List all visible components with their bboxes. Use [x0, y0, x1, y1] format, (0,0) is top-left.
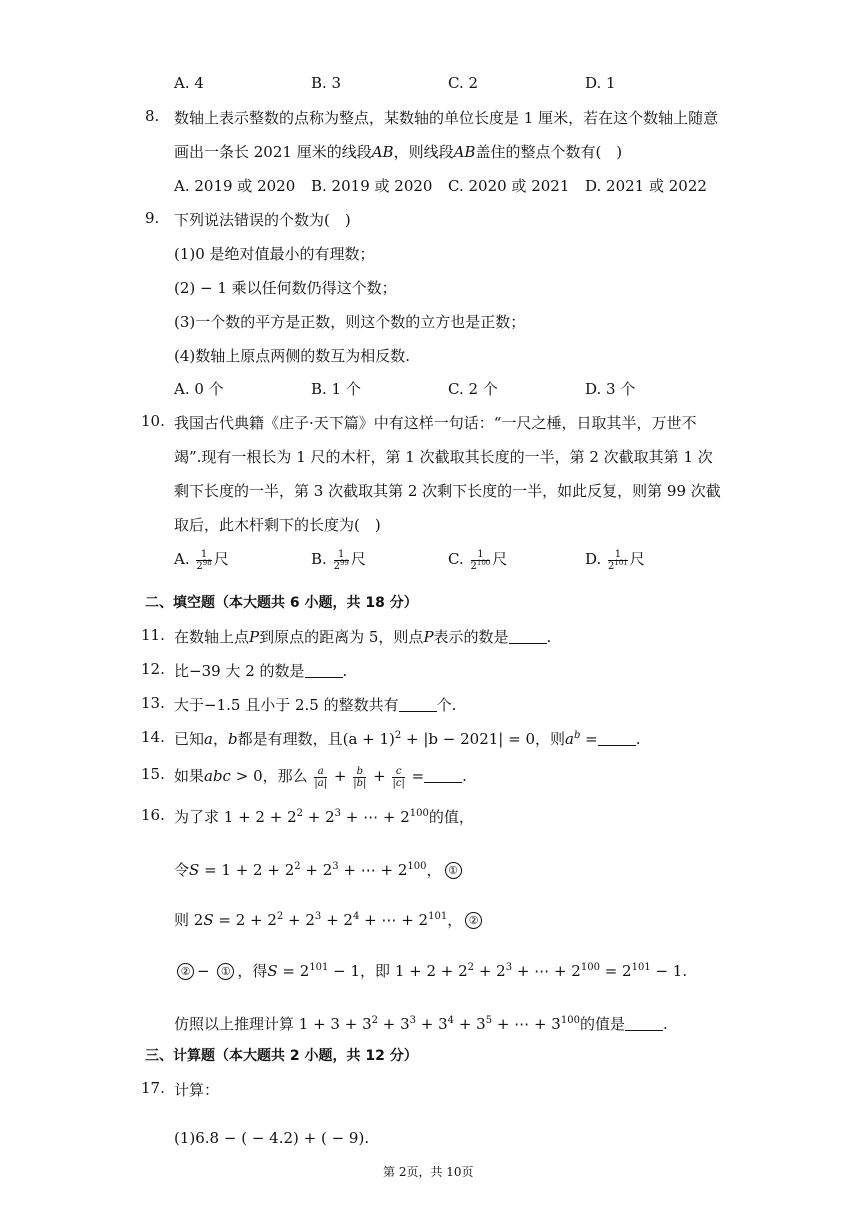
q10-line2: 竭”.现有一根长为 1 尺的木杆，第 1 次截取其长度的一半，第 2 次截取其第 1 次	[174, 448, 713, 466]
q16-number: 16.	[141, 806, 165, 824]
q10-option-b: B. $\frac{1}{2^{99}}$ 尺	[311, 548, 366, 572]
q9-item-2: (2) − 1 乘以任何数仍得这个数；	[174, 279, 397, 297]
q17-item-1: (1)6.8 − ( − 4.2) + ( − 9).	[174, 1129, 370, 1147]
q7-option-c: C. 2	[448, 74, 479, 92]
answer-blank	[305, 663, 343, 678]
q11-number: 11.	[141, 626, 165, 644]
q9-item-1: (1)0 是绝对值最小的有理数；	[174, 245, 375, 263]
circled-one-icon: ①	[445, 862, 462, 879]
q7-option-a: A. 4	[174, 74, 204, 92]
q10-option-d: D. $\frac{1}{2^{101}}$ 尺	[585, 548, 645, 572]
q13-number: 13.	[141, 694, 165, 712]
q10-line1: 我国古代典籍《庄子·天下篇》中有这样一句话：“一尺之棰，日取其半，万世不	[174, 414, 697, 432]
circled-two-icon: ②	[465, 912, 482, 929]
q8-line2: 画出一条长 2021 厘米的线段AB，则线段AB盖住的整点个数有( )	[174, 143, 623, 161]
q16-line5: 仿照以上推理计算 $1 + 3 + 3^2 + 3^3 + 3^4 + 3^5$ + ⋯ + $3^{100}$的值是 .	[174, 1015, 668, 1033]
q8-number: 8.	[145, 107, 160, 125]
q10-number: 10.	[141, 412, 165, 430]
q8-option-a: A. 2019 或 2020	[174, 177, 296, 195]
q9-item-3: (3)一个数的平方是正数，则这个数的立方也是正数；	[174, 313, 526, 331]
q16-line1: 为了求 $1 + 2 + 2^2 + 2^3$ + ⋯ + $2^{100}$的值，	[174, 808, 474, 826]
q14-text: 已知a，b都是有理数，且$(a + 1)^2 + |b - 2021| = 0$，则$a^b$ = .	[174, 730, 641, 748]
q14-number: 14.	[141, 728, 165, 746]
q17-stem: 计算：	[174, 1081, 220, 1099]
q16-line2: 令$S = 1 + 2 + 2^2 + 2^3$ + ⋯ + $2^{100}$， ①	[174, 859, 465, 880]
q8-option-d: D. 2021 或 2022	[585, 177, 707, 195]
q9-stem: 下列说法错误的个数为( )	[174, 211, 351, 229]
q16-line3: 则 $2S = 2 + 2^2 + 2^3 + 2^4$ + ⋯ + $2^{101}$， ②	[174, 909, 485, 930]
q12-number: 12.	[141, 660, 165, 678]
circled-one-icon: ①	[217, 963, 234, 980]
section-calc-heading: 三、计算题（本大题共 2 小题，共 12 分）	[145, 1048, 418, 1064]
q10-line3: 剩下长度的一半，第 3 次截取其第 2 次剩下长度的一半，如此反复，则第 99 次截	[174, 482, 721, 500]
circled-two-icon: ②	[177, 963, 194, 980]
q15-text: 如果abc > 0，那么 $\frac{a}{|a|}$ + $\frac{b}{|b|}$ + $\frac{c}{|c|}$ = .	[174, 765, 467, 789]
q17-number: 17.	[141, 1079, 165, 1097]
q8-line1: 数轴上表示整数的点称为整点，某数轴的单位长度是 1 厘米，若在这个数轴上随意	[174, 109, 719, 127]
q9-option-c: C. 2 个	[448, 380, 498, 398]
section-fill-in-heading: 二、填空题（本大题共 6 小题，共 18 分）	[145, 595, 418, 611]
answer-blank	[598, 731, 636, 746]
q8-option-b: B. 2019 或 2020	[311, 177, 433, 195]
answer-blank	[509, 629, 547, 644]
q9-option-d: D. 3 个	[585, 380, 636, 398]
q8-option-c: C. 2020 或 2021	[448, 177, 570, 195]
q7-option-d: D. 1	[585, 74, 616, 92]
answer-blank	[399, 697, 437, 712]
q9-option-b: B. 1 个	[311, 380, 361, 398]
q10-line4: 取后，此木杆剩下的长度为( )	[174, 516, 381, 534]
q10-option-a: A. $\frac{1}{2^{98}}$ 尺	[174, 548, 229, 572]
q9-option-a: A. 0 个	[174, 380, 224, 398]
q15-number: 15.	[141, 765, 165, 783]
q9-number: 9.	[145, 209, 160, 227]
q10-option-c: C. $\frac{1}{2^{100}}$ 尺	[448, 548, 508, 572]
q11-text: 在数轴上点P到原点的距离为 5，则点P表示的数是 .	[174, 628, 552, 646]
answer-blank	[625, 1016, 663, 1031]
q16-line4: ② − ① ，得$S = 2^{101} - 1$，即 $1 + 2 + 2^2 + 2^3$ + ⋯ + $2^{100} = 2^{101} - 1$.	[174, 960, 687, 981]
q12-text: 比−39 大 2 的数是 .	[174, 662, 348, 680]
page-footer: 第 2页，共 10页	[383, 1165, 474, 1179]
answer-blank	[424, 768, 462, 783]
q9-item-4: (4)数轴上原点两侧的数互为相反数.	[174, 347, 411, 365]
q7-option-b: B. 3	[311, 74, 342, 92]
q13-text: 大于−1.5 且小于 2.5 的整数共有 个.	[174, 696, 457, 714]
